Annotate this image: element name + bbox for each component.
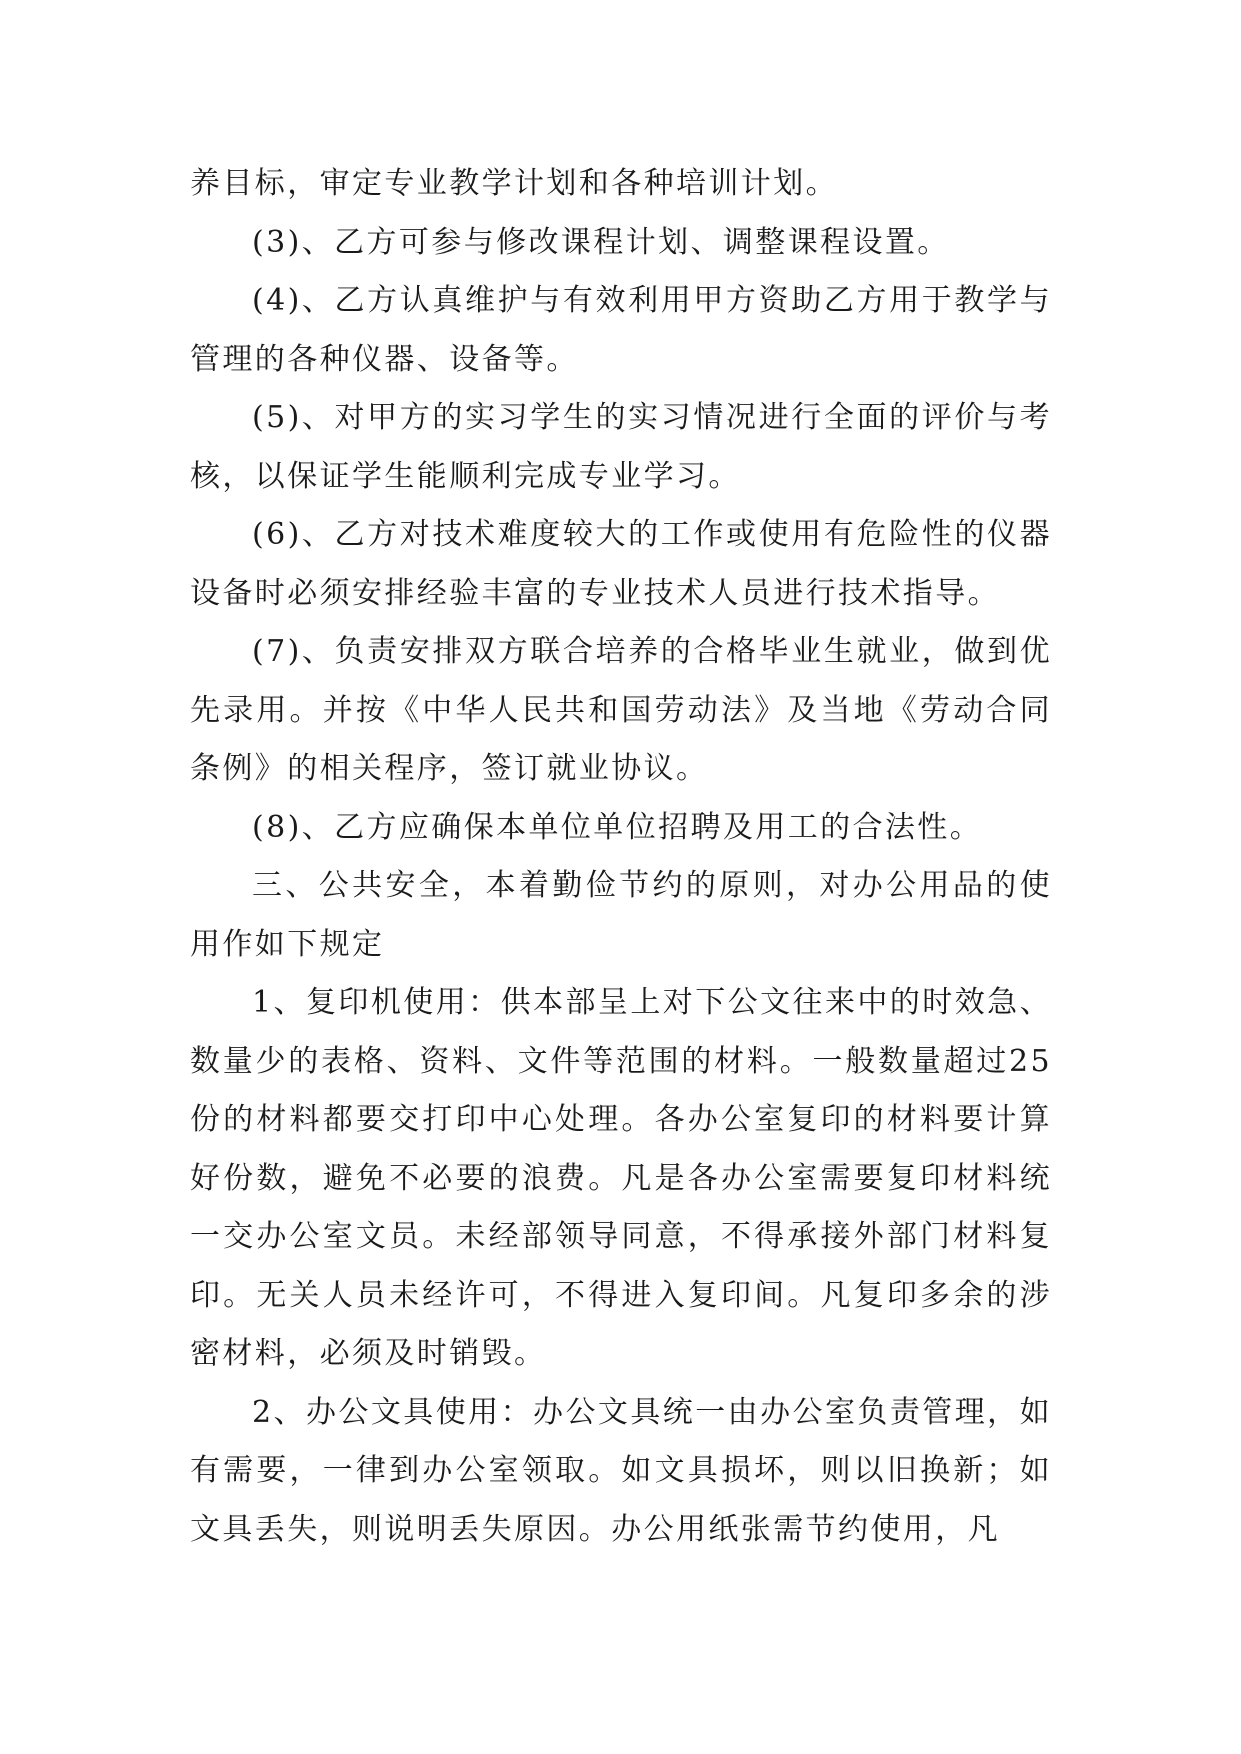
paragraph-item-8: (8)、乙方应确保本单位单位招聘及用工的合法性。 bbox=[252, 809, 983, 845]
paragraph-item-4: (4)、乙方认真维护与有效利用甲方资助乙方用于教学与管理的各种仪器、设备等。 bbox=[190, 283, 1052, 377]
paragraph-item-6: (6)、乙方对技术难度较大的工作或使用有危险性的仪器设备时必须安排经验丰富的专业技术人员进行技术指导。 bbox=[190, 517, 1052, 611]
paragraph-item-3: (3)、乙方可参与修改课程计划、调整课程设置。 bbox=[252, 224, 950, 260]
section-heading-public-safety: 三、公共安全，本着勤俭节约的原则，对办公用品的使用作如下规定 bbox=[190, 868, 1052, 962]
paragraph-item-7: (7)、负责安排双方联合培养的合格毕业生就业，做到优先录用。并按《中华人民共和国劳动法》及当地《劳动合同条例》的相关程序，签订就业协议。 bbox=[190, 634, 1052, 786]
paragraph-copier-usage: 1、复印机使用：供本部呈上对下公文往来中的时效急、数量少的表格、资料、文件等范围的材料。一般数量超过25份的材料都要交打印中心处理。各办公室复印的材料要计算好份数，避免不必要的浪费。凡是各办公室需要复印材料统一交办公室文员。未经部领导同意，不得承接外部门材料复印。无关人员未经许可，不得进入复印间。凡复印多余的涉密材料，必须及时销毁。 bbox=[190, 985, 1052, 1371]
paragraph-training-goals: 养目标，审定专业教学计划和各种培训计划。 bbox=[190, 166, 838, 201]
paragraph-item-5: (5)、对甲方的实习学生的实习情况进行全面的评价与考核，以保证学生能顺利完成专业学习。 bbox=[190, 400, 1052, 494]
document-body bbox=[190, 155, 1052, 1559]
paragraph-stationery-usage: 2、办公文具使用：办公文具统一由办公室负责管理，如有需要，一律到办公室领取。如文具损坏，则以旧换新；如文具丢失，则说明丢失原因。办公用纸张需节约使用，凡 bbox=[190, 1394, 1052, 1547]
